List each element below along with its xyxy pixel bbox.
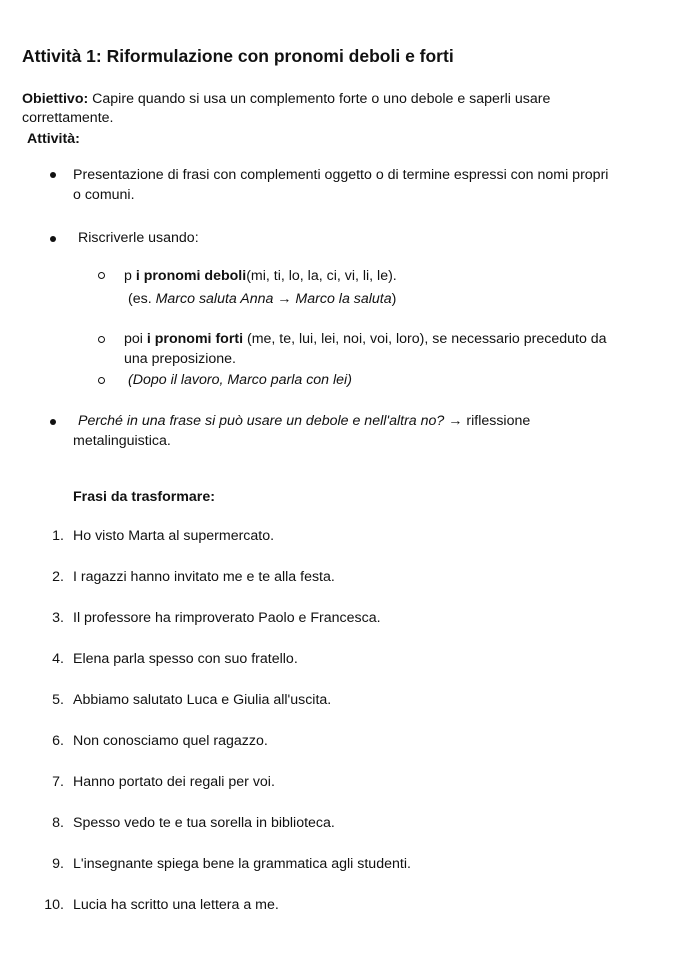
objective-label: Obiettivo: — [22, 91, 89, 107]
weak-example-open: (es. — [128, 291, 156, 307]
presentation-line-2: o comuni. — [73, 187, 135, 203]
sentence-text: Il professore ha rimproverato Paolo e Francesca. — [73, 610, 381, 626]
strong-pronouns-list: (me, te, lui, lei, noi, voi, loro), se necessario preceduto da — [243, 331, 607, 347]
presentation-line-1: Presentazione di frasi con complementi oggetto o di termine espressi con nomi propri — [73, 167, 609, 183]
sentence-text: Spesso vedo te e tua sorella in biblioteca. — [73, 815, 335, 831]
weak-pronouns-list: (mi, ti, lo, la, ci, vi, li, le). — [246, 268, 397, 284]
sentence-number: 3. — [52, 610, 64, 626]
strong-pronouns-line-2: una preposizione. — [124, 351, 237, 367]
strong-prefix: poi — [124, 331, 147, 347]
bullet-dot — [50, 172, 56, 178]
sentence-text: Non conosciamo quel ragazzo. — [73, 733, 268, 749]
sentence-number: 1. — [52, 528, 64, 544]
weak-example — [128, 290, 396, 309]
page-title: Attività 1: Riformulazione con pronomi deboli e forti — [22, 46, 454, 66]
sentence-text: Ho visto Marta al supermercato. — [73, 528, 275, 544]
reflection-question: Perché in una frase si può usare un debole e nell'altra no? — [78, 413, 445, 429]
weak-pronouns-line — [124, 267, 397, 286]
objective-line-1 — [22, 90, 550, 109]
sentence-number: 6. — [52, 733, 64, 749]
sentence-text: Hanno portato dei regali per voi. — [73, 774, 275, 790]
sentence-number: 9. — [52, 856, 64, 872]
sentence-number: 8. — [52, 815, 64, 831]
sentence-text: I ragazzi hanno invitato me e te alla festa. — [73, 569, 335, 585]
objective-line-2: correttamente. — [22, 110, 114, 126]
sentence-number: 2. — [52, 569, 64, 585]
weak-prefix: p — [124, 268, 136, 284]
sub-bullet-circle — [98, 272, 105, 279]
reflection-line-1 — [78, 412, 530, 431]
sentence-number: 5. — [52, 692, 64, 708]
sentence-text: L'insegnante spiega bene la grammatica agli studenti. — [73, 856, 411, 872]
reflection-line-2: metalinguistica. — [73, 433, 171, 449]
rewrite-instruction: Riscriverle usando: — [78, 230, 199, 246]
sub-bullet-circle — [98, 336, 105, 343]
sentence-number: 7. — [52, 774, 64, 790]
sentence-text: Lucia ha scritto una lettera a me. — [73, 897, 279, 913]
sentence-number: 10. — [44, 897, 64, 913]
objective-text-1: Capire quando si usa un complemento forte o uno debole e saperli usare — [88, 91, 551, 107]
sub-bullet-circle — [98, 377, 105, 384]
weak-example-close: ) — [391, 291, 397, 307]
sentences-heading: Frasi da trasformare: — [73, 489, 215, 505]
sentence-text: Elena parla spesso con suo fratello. — [73, 651, 298, 667]
strong-pronouns-label: i pronomi forti — [146, 331, 244, 347]
sentence-text: Abbiamo salutato Luca e Giulia all'uscita. — [73, 692, 332, 708]
bullet-dot — [50, 236, 56, 242]
weak-pronouns-label: i pronomi deboli — [135, 268, 247, 284]
activities-label: Attività: — [27, 131, 80, 147]
bullet-dot — [50, 419, 56, 425]
strong-example: (Dopo il lavoro, Marco parla con lei) — [128, 372, 352, 388]
reflection-rest: → riflessione — [444, 413, 531, 429]
sentence-number: 4. — [52, 651, 64, 667]
weak-example-text: Marco saluta Anna → Marco la saluta — [155, 291, 392, 307]
strong-pronouns-line — [124, 330, 607, 349]
